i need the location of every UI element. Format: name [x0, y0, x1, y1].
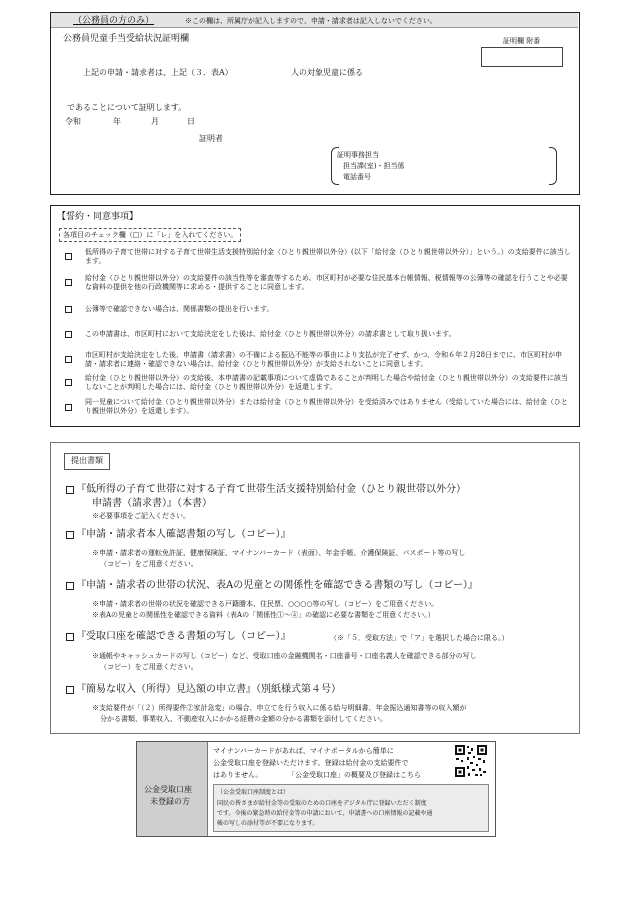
- doc-5-title: 『簡易な収入（所得）見込額の申立書』（別紙様式第４号）: [76, 684, 341, 695]
- cert-number-label: 証明欄 附番: [503, 37, 541, 45]
- account-system-text-2: です。今後の緊急時の給付金等の申請において、申請書への口座情報の記載や通: [217, 810, 433, 817]
- contact-line-1: 証明事務担当: [337, 151, 379, 159]
- cert-line-2: であることについて証明します。: [67, 103, 187, 112]
- account-system-text-3: 帳の写しの添付等が不要になります。: [217, 820, 319, 827]
- official-certification-section: [50, 12, 580, 195]
- doc-checkbox-3[interactable]: [66, 582, 74, 590]
- doc-2-note-1: ※申請・請求者の運転免許証、健康保険証、マイナンバーカード（表面）、年金手帳、介護保険証、パスポート等の写し: [92, 549, 466, 557]
- account-system-title: （公金受取口座制度とは）: [217, 789, 290, 796]
- oath-item-3: 公簿等で確認できない場合は、関係書類の提出を行います。: [85, 305, 274, 313]
- official-only-tag: （公務員の方のみ）: [73, 16, 155, 26]
- contact-bracket-right: [549, 147, 557, 185]
- oath-title: 【誓約・同意事項】: [57, 212, 139, 222]
- oath-item-2: 給付金（ひとり親世帯以外分）の支給要件の該当性等を審査等するため、市区町村が必要な住民基本台帳情報、税情報等の公簿等の確認を行うことや必要な資料の提供を他の行政機関等に求める・提供することに同意します。: [85, 274, 568, 292]
- oath-item-5: 市区町村が支給決定をした後、申請書（請求書）の不備による振込不能等の事由により支払が完了せず、かつ、令和６年２月28日までに、市区町村が申請・請求者に連絡・確認できない場合は、給付金（ひとり親世帯以外分）が支給されないことに同意します。: [85, 351, 563, 369]
- account-side-label-2: 未登録の方: [150, 797, 190, 806]
- date-month: 月: [151, 117, 159, 126]
- submission-title: 提出書類: [64, 453, 110, 470]
- certifier-label: 証明者: [199, 134, 223, 143]
- oath-checkbox-3[interactable]: [65, 306, 72, 313]
- doc-2-title: 『申請・請求者本人確認書類の写し（コピー）』: [76, 529, 291, 540]
- doc-3-note-2: ※表Aの児童との関係性を確認できる資料（表Aの「関係性①～④」の確認に必要な書類をご用意ください。）: [92, 611, 435, 619]
- cert-line-1a: 上記の申請・請求者は、上記（３．表A）: [83, 68, 233, 77]
- doc-2-note-2: （コピー）をご用意ください。: [100, 560, 198, 568]
- doc-4-condition: （※「５．受取方法」で「ア」を選択した場合に限る。）: [330, 634, 509, 642]
- date-era: 令和: [65, 117, 81, 126]
- date-day: 日: [187, 117, 195, 126]
- doc-5-note-1: ※支給要件が「（２）所得要件②家計急変」の場合、申立てを行う収入に係る給与明細書、年金振込通知書等の収入額が: [92, 704, 467, 712]
- date-year: 年: [113, 117, 121, 126]
- oath-item-1: 低所得の子育て世帯に対する子育て世帯生活支援特別給付金（ひとり親世帯以外分）(以下「給付金（ひとり親世帯以外分）」という。）の支給要件に該当します。: [85, 248, 571, 266]
- doc-3-note-1: ※申請・請求者の世帯の状況を確認できる戸籍謄本、住民票、○○○○等の写し（コピー）をご用意ください。: [92, 600, 439, 608]
- account-system-text-1: 国民の皆さまが給付金等の受取のための口座をデジタル庁に登録いただく制度: [217, 800, 427, 807]
- official-section-title: 公務員児童手当受給状況証明欄: [63, 34, 190, 44]
- doc-1-note: ※必要事項をご記入ください。: [92, 512, 190, 520]
- oath-checkbox-1[interactable]: [65, 253, 72, 260]
- oath-instruction: 各項目のチェック欄（□）に「レ」を入れてください。: [59, 228, 241, 242]
- official-note: ※この欄は、所属庁が記入しますので、申請・請求者は記入しないでください。: [185, 17, 437, 25]
- cert-number-field[interactable]: [481, 47, 563, 67]
- oath-consent-section: [50, 205, 580, 427]
- doc-checkbox-2[interactable]: [66, 531, 74, 539]
- cert-line-1b: 人の対象児童に係る: [291, 68, 363, 77]
- doc-4-note-1: ※通帳やキャッシュカードの写し（コピー）など、受取口座の金融機関名・口座番号・口座名義人を確認できる部分の写し: [92, 652, 477, 660]
- doc-checkbox-4[interactable]: [66, 633, 74, 641]
- oath-checkbox-2[interactable]: [65, 279, 72, 286]
- oath-checkbox-4[interactable]: [65, 331, 72, 338]
- doc-checkbox-1[interactable]: [66, 486, 74, 494]
- doc-checkbox-5[interactable]: [66, 686, 74, 694]
- account-line-2: 公金受取口座を登録いただけます。登録は給付金の支給要件で: [213, 759, 409, 767]
- doc-1-title: 『低所得の子育て世帯に対する子育て世帯生活支援特別給付金（ひとり親世帯以外分）: [76, 484, 466, 495]
- account-side-label-1: 公金受取口座: [144, 785, 192, 794]
- doc-5-note-2: 分かる書類、事業収入、不動産収入にかかる経費の金額の分かる書類を添付してください。: [100, 715, 387, 723]
- qr-code-icon[interactable]: [454, 744, 488, 778]
- oath-item-7: 同一児童について給付金（ひとり親世帯以外分）または給付金（ひとり親世帯以外分）を受給済みではありません（受給していた場合には、給付金（ひとり親世帯以外分）を返還します）。: [85, 398, 568, 416]
- account-line-3a: はありません。: [213, 771, 263, 779]
- doc-1-title-cont: 申請書（請求書）』（本書）: [92, 498, 212, 509]
- doc-4-note-2: （コピー）をご用意ください。: [100, 663, 198, 671]
- oath-checkbox-5[interactable]: [65, 356, 72, 363]
- oath-item-4: この申請書は、市区町村において支給決定をした後は、給付金（ひとり親世帯以外分）の請求書として取り扱います。: [85, 330, 456, 338]
- contact-line-2: 担当課(室)・担当係: [343, 162, 405, 170]
- contact-line-3: 電話番号: [343, 173, 371, 181]
- oath-checkbox-7[interactable]: [65, 404, 72, 411]
- doc-3-title: 『申請・請求者の世帯の状況、表Aの児童との関係性を確認できる書類の写し（コピー）』: [76, 580, 478, 591]
- doc-4-title: 『受取口座を確認できる書類の写し（コピー）』: [76, 631, 291, 642]
- account-line-1: マイナンバーカードがあれば、マイナポータルから簡単に: [213, 747, 394, 755]
- account-line-3b: 「公金受取口座」の概要及び登録はこちら: [288, 771, 421, 779]
- oath-item-6: 給付金（ひとり親世帯以外分）の支給後、本申請書の記載事項について虚偽であることが判明した場合や給付金（ひとり親世帯以外分）の支給要件に該当しないことが判明した場合には、給付金（ひとり親世帯以外分）を返還します。: [85, 374, 568, 392]
- oath-checkbox-6[interactable]: [65, 379, 72, 386]
